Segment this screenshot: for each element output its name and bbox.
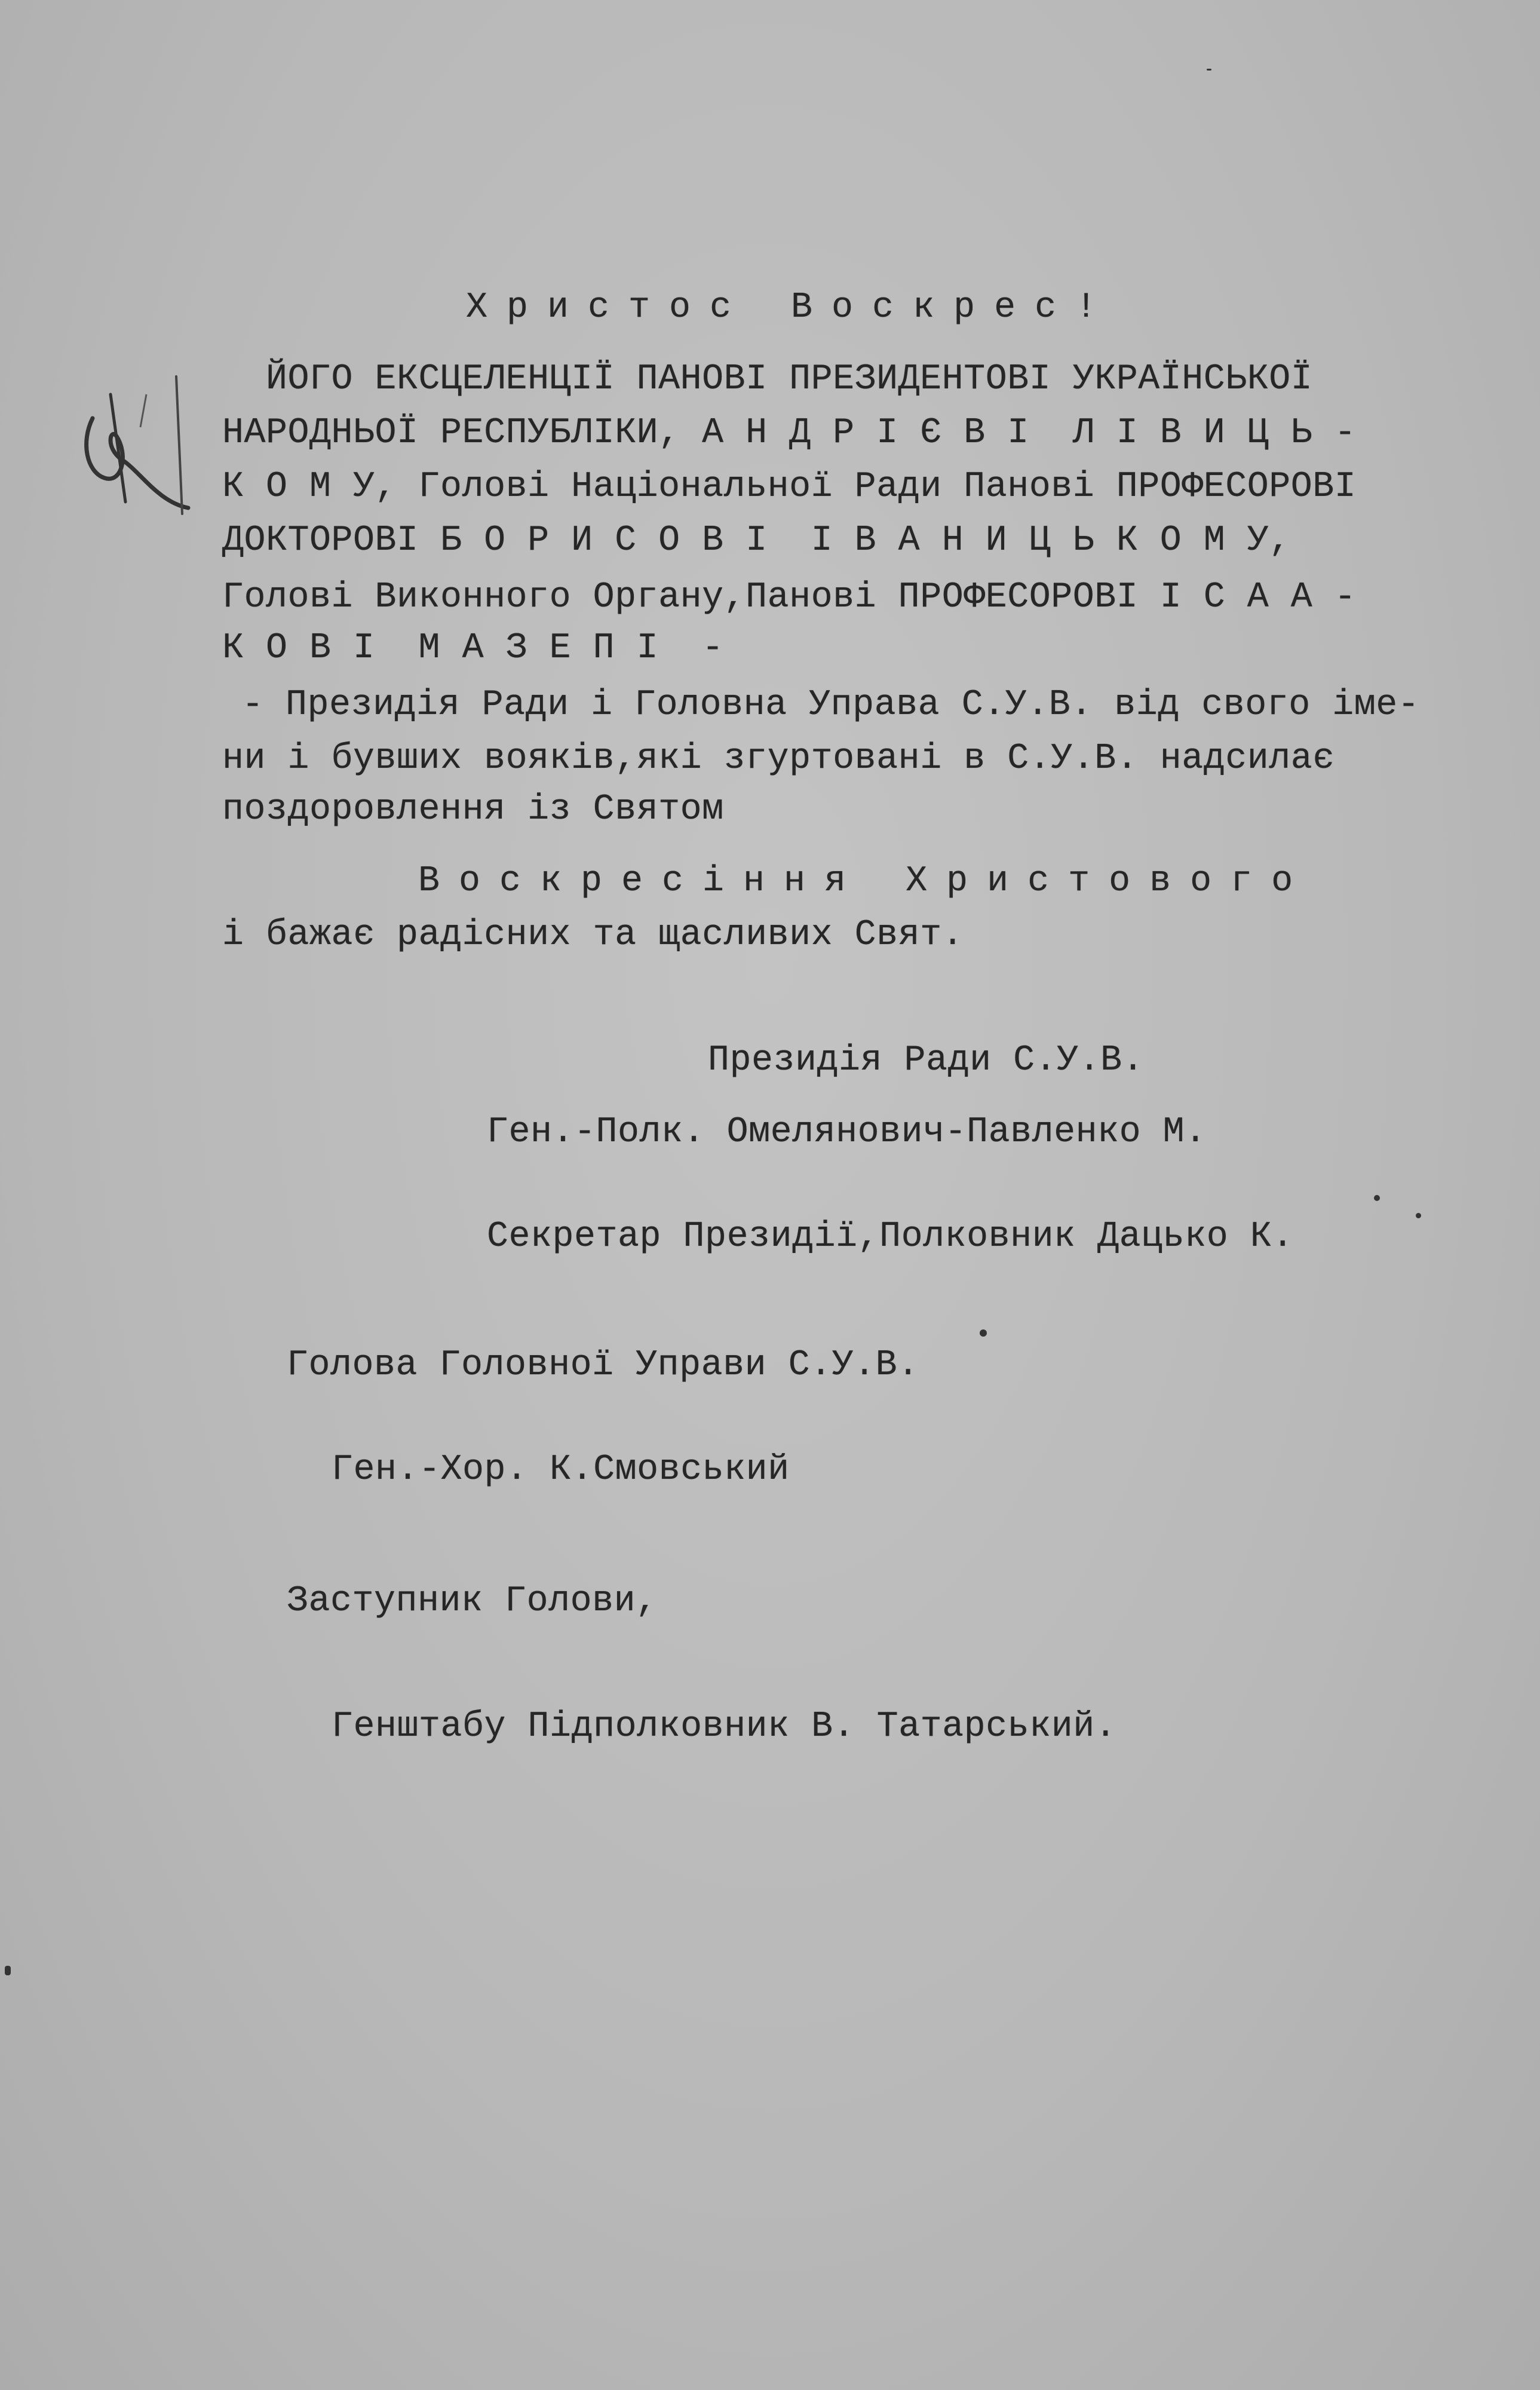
signature-head-board: Голова Головної Управи С.У.В. bbox=[287, 1345, 919, 1386]
address-line-1: ЙОГО ЕКСЦЕЛЕНЦІЇ ПАНОВІ ПРЕЗИДЕНТОВІ УКРАЇНСЬКОЇ bbox=[266, 359, 1313, 400]
address-line-3: К О М У, Голові Національної Ради Панові ПРОФЕСОРОВІ bbox=[222, 467, 1357, 507]
body-line-1: - Президія Ради і Головна Управа С.У.В. від свого іме- bbox=[242, 685, 1420, 725]
heading: Христос Воскрес! bbox=[466, 287, 1116, 328]
wish-line: і бажає радісних та щасливих Свят. bbox=[222, 915, 964, 955]
signature-general: Ген.-Полк. Омелянович-Павленко М. bbox=[487, 1112, 1207, 1153]
feast-title: Воскресіння Христового bbox=[418, 861, 1312, 902]
signature-secretary: Секретар Президії,Полковник Дацько К. bbox=[487, 1217, 1294, 1257]
paper-speck bbox=[1374, 1195, 1380, 1201]
address-line-4: ДОКТОРОВІ Б О Р И С О В І І В А Н И Ц Ь К О М У, bbox=[222, 520, 1291, 561]
signature-deputy-name: Генштабу Підполковник В. Татарський. bbox=[332, 1706, 1117, 1747]
address-line-6: К О В І М А З Е П І - bbox=[222, 628, 724, 669]
signature-deputy: Заступник Голови, bbox=[287, 1581, 658, 1622]
paper-speck bbox=[1416, 1213, 1421, 1218]
body-line-3: поздоровлення із Святом bbox=[222, 789, 724, 830]
signature-head-name: Ген.-Хор. К.Смовський bbox=[332, 1450, 790, 1490]
paper-speck bbox=[1207, 69, 1211, 71]
body-line-2: ни і бувших вояків,які згуртовані в С.У.В. надсилає bbox=[222, 739, 1335, 779]
paper-speck bbox=[980, 1329, 987, 1337]
handwritten-initials-mark bbox=[69, 323, 206, 526]
paper-speck bbox=[5, 1966, 11, 1975]
address-line-2: НАРОДНЬОЇ РЕСПУБЛІКИ, А Н Д Р І Є В І Л І В И Ц Ь - bbox=[222, 413, 1357, 454]
address-line-5: Голові Виконного Органу,Панові ПРОФЕСОРОВІ І С А А - bbox=[222, 577, 1357, 618]
signature-presidium: Президія Ради С.У.В. bbox=[708, 1040, 1145, 1081]
